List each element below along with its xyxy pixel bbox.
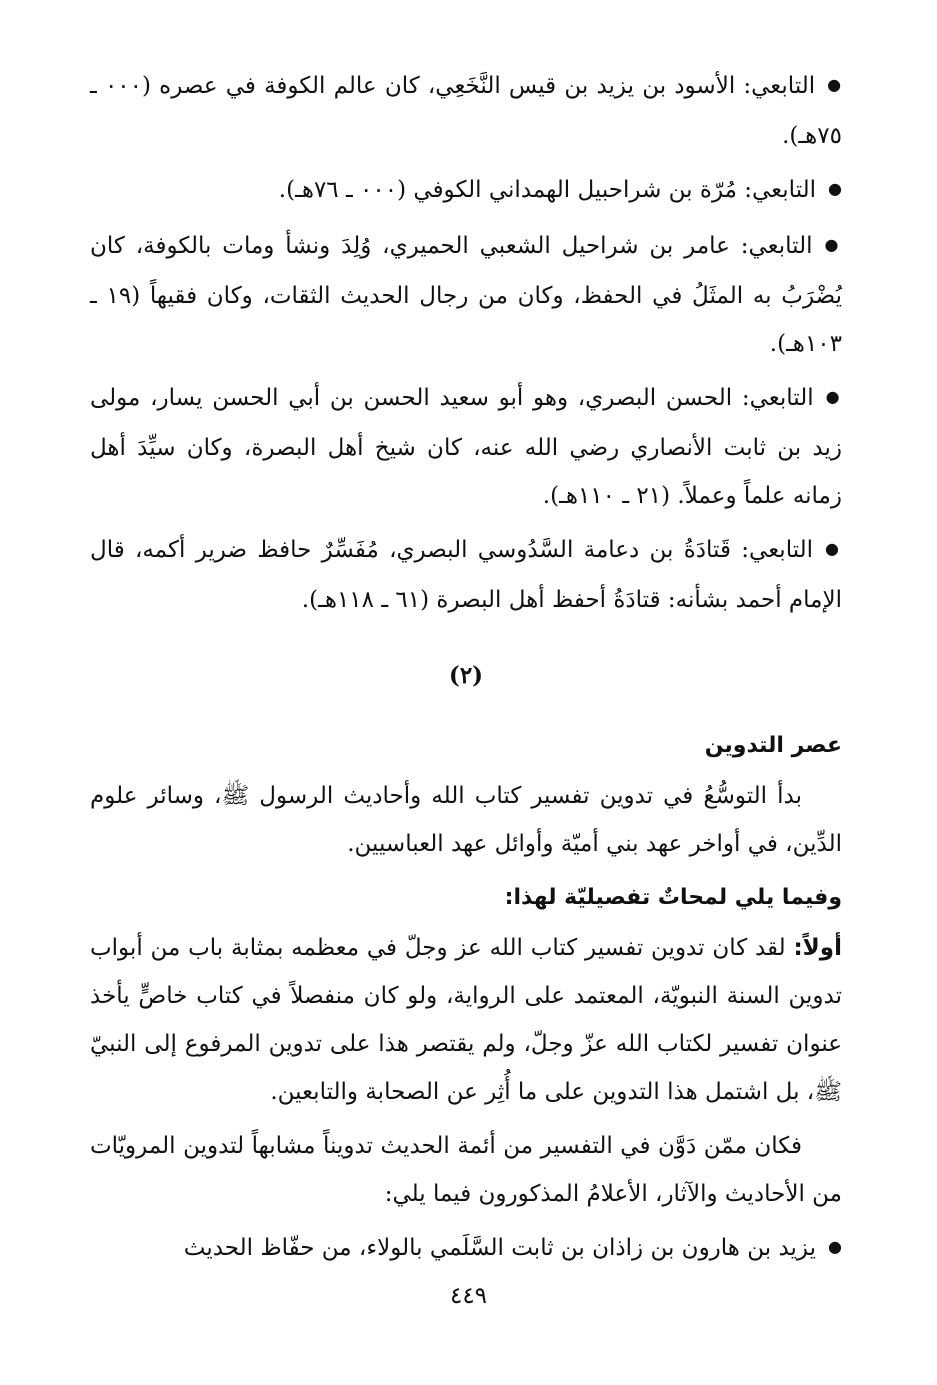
- subheading: وفيما يلي لمحاتٌ تفصيليّة لهذا:: [504, 885, 842, 910]
- bullet-murra: ● التابعي: مُرّة بن شراحبيل الهمداني الكوفي (٠٠٠ ـ ٧٦هـ).: [90, 166, 842, 216]
- bullet-aswad: ● التابعي: الأسود بن يزيد بن قيس النَّخَعِي، كان عالم الكوفة في عصره (٠٠٠ ـ ٧٥هـ).: [90, 62, 842, 160]
- page-number: ٤٤٩: [449, 1283, 488, 1309]
- bullet-hasan-basri: ● التابعي: الحسن البصري، وهو أبو سعيد الحسن بن أبي الحسن يسار، مولى زيد بن ثابت الأنصاري رضي الله عنه، كان شيخ أهل البصرة، وكان سيِّدَ أهل زمانه علماً وعملاً. (٢١ ـ ١١٠هـ).: [90, 374, 842, 520]
- page-body: [90, 62, 842, 1280]
- intro-paragraph: بدأ التوسُّعُ في تدوين تفسير كتاب الله وأحاديث الرسول ﷺ، وسائر علوم الدِّين، في أواخر عهد بني أميّة وأوائل عهد العباسيين.: [90, 783, 842, 857]
- bullet-yazid: ● يزيد بن هارون بن زاذان بن ثابت السَّلَمي بالولاء، من حفّاظ الحديث: [90, 1224, 842, 1274]
- bullet-shabi: ● التابعي: عامر بن شراحيل الشعبي الحميري، وُلِدَ ونشأ ومات بالكوفة، كان يُضْرَبُ به المثَلُ في الحفظ، وكان من رجال الحديث الثقات، وكان فقيهاً (١٩ ـ ١٠٣هـ).: [90, 222, 842, 368]
- first-point-lead: أولاً:: [793, 935, 842, 961]
- first-point-text: لقد كان تدوين تفسير كتاب الله عز وجلّ في معظمه بمثابة باب من أبواب تدوين السنة النبويّة، المعتمد على الرواية، ولو كان منفصلاً في كتاب خاصٍّ يأخذ عنوان تفسير لكتاب الله عزّ وجلّ، ولم يقتصر هذا على تدوين المرفوع إلى النبيّ ﷺ، بل اشتمل هذا التدوين على ما أُثِر عن الصحابة والتابعين.: [90, 935, 842, 1105]
- bullet-qatada: ● التابعي: قَتادَةُ بن دعامة السَّدُوسي البصري، مُفَسِّرٌ حافظ ضرير أكمه، قال الإمام أحمد بشأنه: قتادَةُ أحفظ أهل البصرة (٦١ ـ ١١٨هـ).: [90, 526, 842, 624]
- section-title: عصر التدوين: [704, 733, 842, 758]
- section-number: (٢): [448, 662, 484, 689]
- first-point: [90, 924, 842, 1116]
- second-paragraph: فكان ممّن دَوَّن في التفسير من أئمة الحديث تدويناً مشابهاً لتدوين المرويّات من الأحاديث والآثار، الأعلامُ المذكورون فيما يلي:: [90, 1133, 842, 1207]
